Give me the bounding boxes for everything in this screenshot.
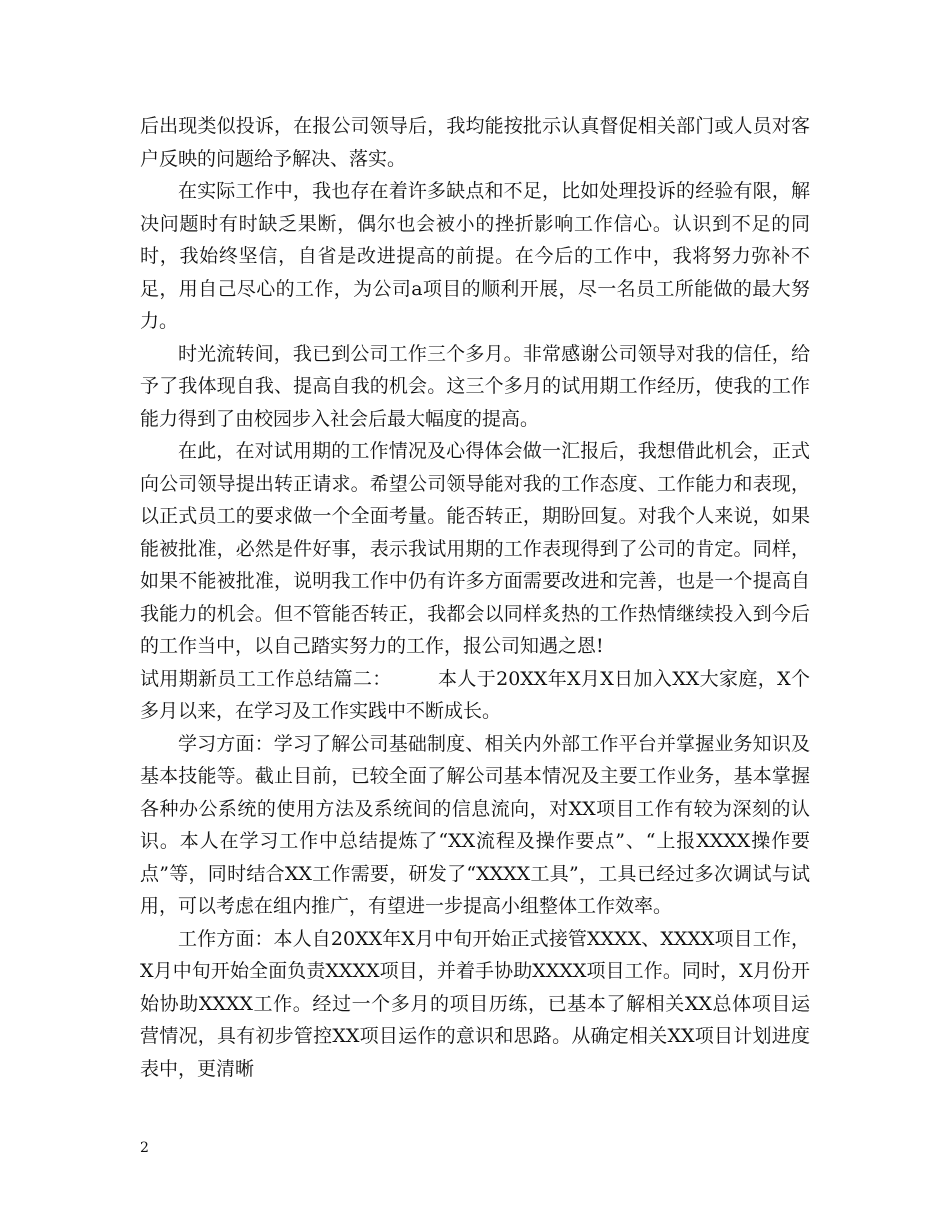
section-intro: 本人于20XX年X月X日加入XX大家庭，X个多月以来，在学习及工作实践中不断成长。: [140, 667, 810, 722]
section-heading-paragraph: [140, 663, 810, 728]
page-number: 2: [140, 1140, 149, 1156]
paragraph-study: 学习方面：学习了解公司基础制度、相关内外部工作平台并掌握业务知识及基本技能等。截止目前，已较全面了解公司基本情况及主要工作业务，基本掌握各种办公系统的使用方法及系统间的信息流向，对XX项目工作有较为深刻的认识。本人在学习工作中总结提炼了“XX流程及操作要点”、“上报XXXX操作要点”等，同时结合XX工作需要，研发了“XXXX工具”，工具已经过多次调试与试用，可以考虑在组内推广，有望进一步提高小组整体工作效率。: [140, 732, 810, 917]
paragraph-continuation: 后出现类似投诉，在报公司领导后，我均能按批示认真督促相关部门或人员对客户反映的问题给予解决、落实。: [140, 115, 810, 170]
section-heading: 试用期新员工工作总结篇二：: [140, 667, 392, 690]
document-body: [140, 110, 810, 1085]
paragraph-work: 工作方面：本人自20XX年X月中旬开始正式接管XXXX、XXXX项目工作，X月中旬开始全面负责XXXX项目，并着手协助XXXX项目工作。同时，X月份开始协助XXXX工作。经过一个多月的项目历练，已基本了解相关XX总体项目运营情况，具有初步管控XX项目运作的意识和思路。从确定相关XX项目计划进度表中，更清晰: [140, 927, 810, 1080]
paragraph-request: 在此，在对试用期的工作情况及心得体会做一汇报后，我想借此机会，正式向公司领导提出转正请求。希望公司领导能对我的工作态度、工作能力和表现，以正式员工的要求做一个全面考量。能否转正，期盼回复。对我个人来说，如果能被批准，必然是件好事，表示我试用期的工作表现得到了公司的肯定。同样，如果不能被批准，说明我工作中仍有许多方面需要改进和完善，也是一个提高自我能力的机会。但不管能否转正，我都会以同样炙热的工作热情继续投入到今后的工作当中，以自己踏实努力的工作，报公司知遇之恩!: [140, 440, 810, 657]
paragraph-three-months: 时光流转间，我已到公司工作三个多月。非常感谢公司领导对我的信任，给予了我体现自我、提高自我的机会。这三个多月的试用期工作经历，使我的工作能力得到了由校园步入社会后最大幅度的提高。: [140, 342, 810, 430]
paragraph-shortcomings: 在实际工作中，我也存在着许多缺点和不足，比如处理投诉的经验有限，解决问题时有时缺乏果断，偶尔也会被小的挫折影响工作信心。认识到不足的同时，我始终坚信，自省是改进提高的前提。在今后的工作中，我将努力弥补不足，用自己尽心的工作，为公司a项目的顺利开展，尽一名员工所能做的最大努力。: [140, 180, 810, 332]
